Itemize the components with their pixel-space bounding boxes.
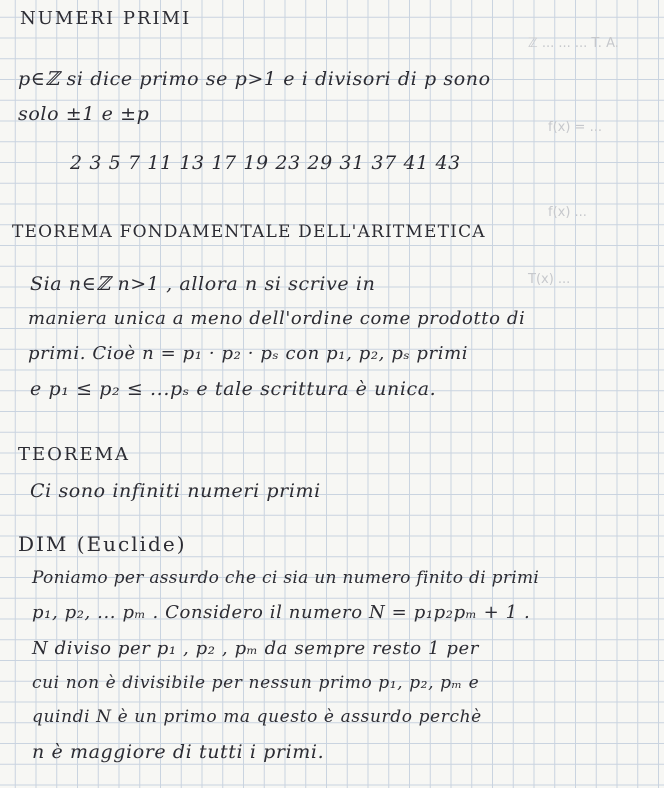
section-heading: TEOREMA <box>18 444 131 465</box>
bleed-through-text: f(x) = ... <box>548 120 602 135</box>
note-line: Sia n∈ℤ n>1 , allora n si scrive in <box>30 273 376 295</box>
note-line: p∈ℤ si dice primo se p>1 e i divisori di p sono <box>18 68 491 90</box>
section-heading: DIM (Euclide) <box>18 532 187 556</box>
bleed-through-text: f(x) ... <box>548 205 587 220</box>
note-line: 2 3 5 7 11 13 17 19 23 29 31 37 41 43 <box>70 152 461 174</box>
note-line: primi. Cioè n = p₁ · p₂ · pₛ con p₁, p₂, pₛ primi <box>28 343 469 364</box>
section-heading: NUMERI PRIMI <box>20 8 192 29</box>
note-line: Ci sono infiniti numeri primi <box>30 480 321 502</box>
note-line: N diviso per p₁ , p₂ , pₘ da sempre resto 1 per <box>32 638 479 659</box>
note-line: p₁, p₂, ... pₘ . Considero il numero N = p₁p₂pₘ + 1 . <box>32 602 531 623</box>
note-line: solo ±1 e ±p <box>18 103 150 125</box>
bleed-through-text: T(x) ... <box>528 272 571 287</box>
note-line: Poniamo per assurdo che ci sia un numero finito di primi <box>32 568 540 588</box>
note-line: n è maggiore di tutti i primi. <box>32 741 325 763</box>
section-heading: TEOREMA FONDAMENTALE DELL'ARITMETICA <box>12 222 486 242</box>
note-line: e p₁ ≤ p₂ ≤ ...pₛ e tale scrittura è unica. <box>30 378 437 400</box>
note-line: maniera unica a meno dell'ordine come prodotto di <box>28 308 526 329</box>
note-line: quindi N è un primo ma questo è assurdo perchè <box>32 707 482 727</box>
note-line: cui non è divisibile per nessun primo p₁, p₂, pₘ e <box>32 673 480 693</box>
bleed-through-text: ℤ ... ... ... T. A. <box>528 36 619 51</box>
